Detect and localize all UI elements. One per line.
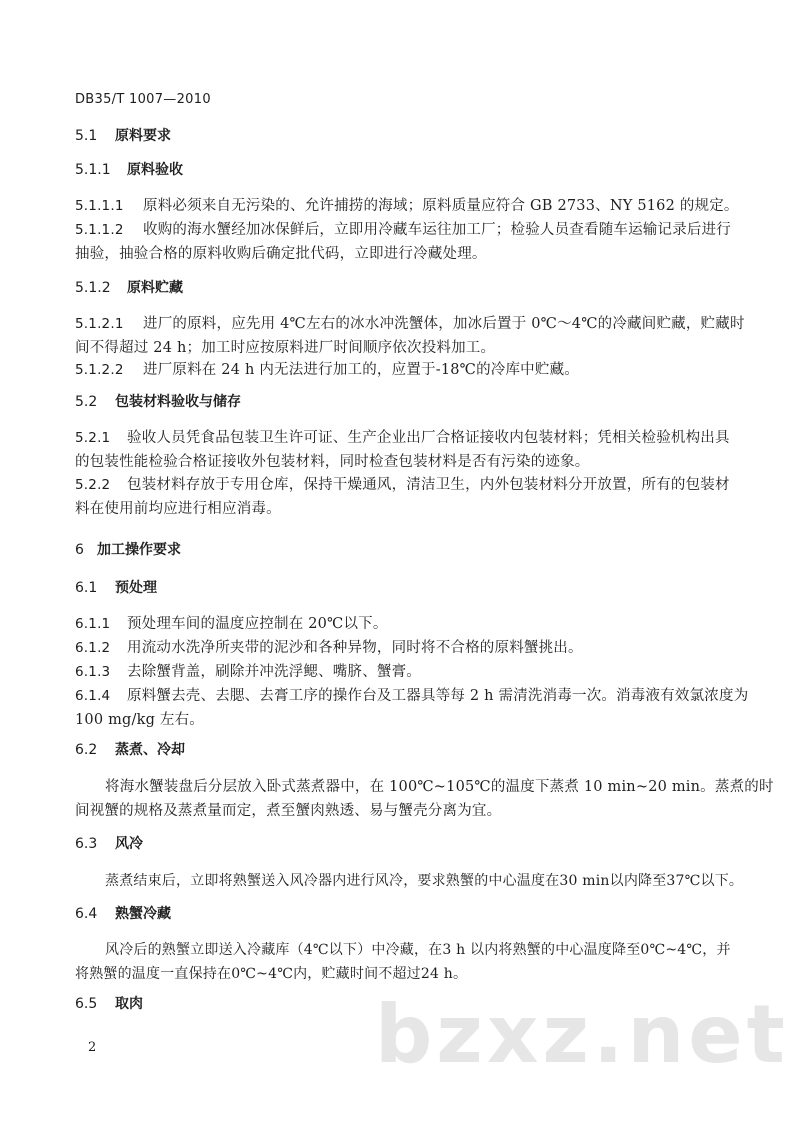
heading-title: 包装材料验收与储存	[115, 394, 241, 410]
heading-6-1	[75, 578, 157, 598]
heading-6	[75, 540, 181, 560]
page-number: 2	[88, 1040, 97, 1055]
clause-number: 6.1.1	[75, 616, 111, 632]
clause-text: 去除蟹背盖，刷除并冲洗浮鳃、嘴脐、蟹膏。	[127, 664, 421, 680]
clause-text: 原料必须来自无污染的、允许捕捞的海域；原料质量应符合 GB 2733、NY 5162 的规定。	[143, 198, 739, 214]
document-id: DB35/T 1007—2010	[75, 92, 211, 107]
clause-number: 5.2.2	[75, 477, 111, 493]
heading-5-2	[75, 392, 241, 412]
heading-number: 6.4	[75, 906, 98, 922]
heading-title: 原料验收	[127, 162, 183, 178]
paragraph-continuation: 抽验，抽验合格的原料收购后确定批代码，立即进行冷藏处理。	[75, 246, 487, 262]
heading-title: 预处理	[115, 580, 157, 596]
clause-text: 原料蟹去壳、去腮、去膏工序的操作台及工器具等每 2 h 需清洗消毒一次。消毒液有效氯浓度为	[127, 688, 749, 704]
heading-5-1	[75, 126, 171, 146]
clause-number: 6.1.4	[75, 688, 111, 704]
clause-text: 验收人员凭食品包装卫生许可证、生产企业出厂合格证接收内包装材料；凭相关检验机构出具	[127, 430, 730, 446]
heading-number: 5.1.1	[75, 162, 111, 178]
clause-number: 6.1.2	[75, 640, 111, 656]
heading-title: 取肉	[115, 996, 143, 1012]
heading-number: 6.2	[75, 742, 98, 758]
paragraph-6-1-2	[75, 638, 583, 658]
clause-text: 用流动水洗净所夹带的泥沙和各种异物，同时将不合格的原料蟹挑出。	[127, 640, 583, 656]
clause-text: 预处理车间的温度应控制在 20℃以下。	[127, 616, 388, 632]
clause-text: 进厂的原料，应先用 4℃左右的冰水冲洗蟹体，加冰后置于 0℃～4℃的冷藏间贮藏，贮藏时	[143, 316, 745, 332]
heading-title: 风冷	[115, 836, 143, 852]
paragraph-5-1-2-1	[75, 314, 745, 334]
heading-title: 原料贮藏	[127, 280, 183, 296]
heading-number: 5.2	[75, 394, 98, 410]
clause-text: 收购的海水蟹经加冰保鲜后，立即用冷藏车运往加工厂；检验人员查看随车运输记录后进行	[143, 222, 731, 238]
paragraph-5-1-1-1	[75, 196, 739, 216]
paragraph-6-1-1	[75, 614, 388, 634]
clause-number: 5.1.1.2	[75, 222, 124, 238]
paragraph-6-2: 将海水蟹装盘后分层放入卧式蒸煮器中，在 100℃~105℃的温度下蒸煮 10 min~20 min。蒸煮的时	[105, 779, 774, 795]
heading-number: 5.1.2	[75, 280, 111, 296]
clause-text: 进厂原料在 24 h 内无法进行加工的，应置于-18℃的冷库中贮藏。	[143, 362, 579, 378]
paragraph-continuation: 料在使用前均应进行相应消毒。	[75, 501, 281, 517]
paragraph-continuation: 将熟蟹的温度一直保持在0℃~4℃内，贮藏时间不超过24 h。	[75, 966, 468, 982]
paragraph-6-1-4	[75, 686, 748, 706]
paragraph-6-3: 蒸煮结束后，立即将熟蟹送入风冷器内进行风冷，要求熟蟹的中心温度在30 min以内降至37℃以下。	[105, 873, 744, 889]
clause-number: 5.1.2.1	[75, 316, 124, 332]
clause-number: 5.2.1	[75, 430, 111, 446]
paragraph-6-4: 风冷后的熟蟹立即送入冷藏库（4℃以下）中冷藏，在3 h 以内将熟蟹的中心温度降至0℃~4℃，并	[105, 942, 731, 958]
heading-5-1-1	[75, 160, 183, 180]
heading-title: 熟蟹冷藏	[115, 906, 171, 922]
paragraph-5-2-2	[75, 475, 730, 495]
heading-6-4	[75, 904, 171, 924]
paragraph-continuation: 间不得超过 24 h；加工时应按原料进厂时间顺序依次投料加工。	[75, 340, 496, 356]
heading-6-2	[75, 740, 185, 760]
paragraph-5-1-2-2	[75, 360, 579, 380]
heading-6-3	[75, 834, 143, 854]
heading-number: 6.3	[75, 836, 98, 852]
heading-5-1-2	[75, 278, 183, 298]
clause-number: 5.1.2.2	[75, 362, 124, 378]
clause-text: 包装材料存放于专用仓库，保持干燥通风，清洁卫生，内外包装材料分开放置，所有的包装材	[127, 477, 730, 493]
heading-title: 蒸煮、冷却	[115, 742, 185, 758]
paragraph-5-2-1	[75, 428, 730, 448]
heading-number: 5.1	[75, 128, 98, 144]
heading-6-5	[75, 994, 143, 1014]
heading-title: 加工操作要求	[97, 542, 181, 558]
paragraph-continuation: 的包装性能检验合格证接收外包装材料，同时检查包装材料是否有污染的迹象。	[75, 454, 590, 470]
heading-number: 6.1	[75, 580, 98, 596]
heading-number: 6.5	[75, 996, 98, 1012]
watermark: bzxz.net	[375, 988, 789, 1081]
paragraph-5-1-1-2	[75, 220, 731, 240]
heading-number: 6	[75, 542, 84, 558]
paragraph-continuation: 100 mg/kg 左右。	[75, 712, 204, 728]
clause-number: 6.1.3	[75, 664, 111, 680]
clause-number: 5.1.1.1	[75, 198, 124, 214]
paragraph-6-1-3	[75, 662, 421, 682]
paragraph-continuation: 间视蟹的规格及蒸煮量而定，煮至蟹肉熟透、易与蟹壳分离为宜。	[75, 803, 502, 819]
heading-title: 原料要求	[115, 128, 171, 144]
